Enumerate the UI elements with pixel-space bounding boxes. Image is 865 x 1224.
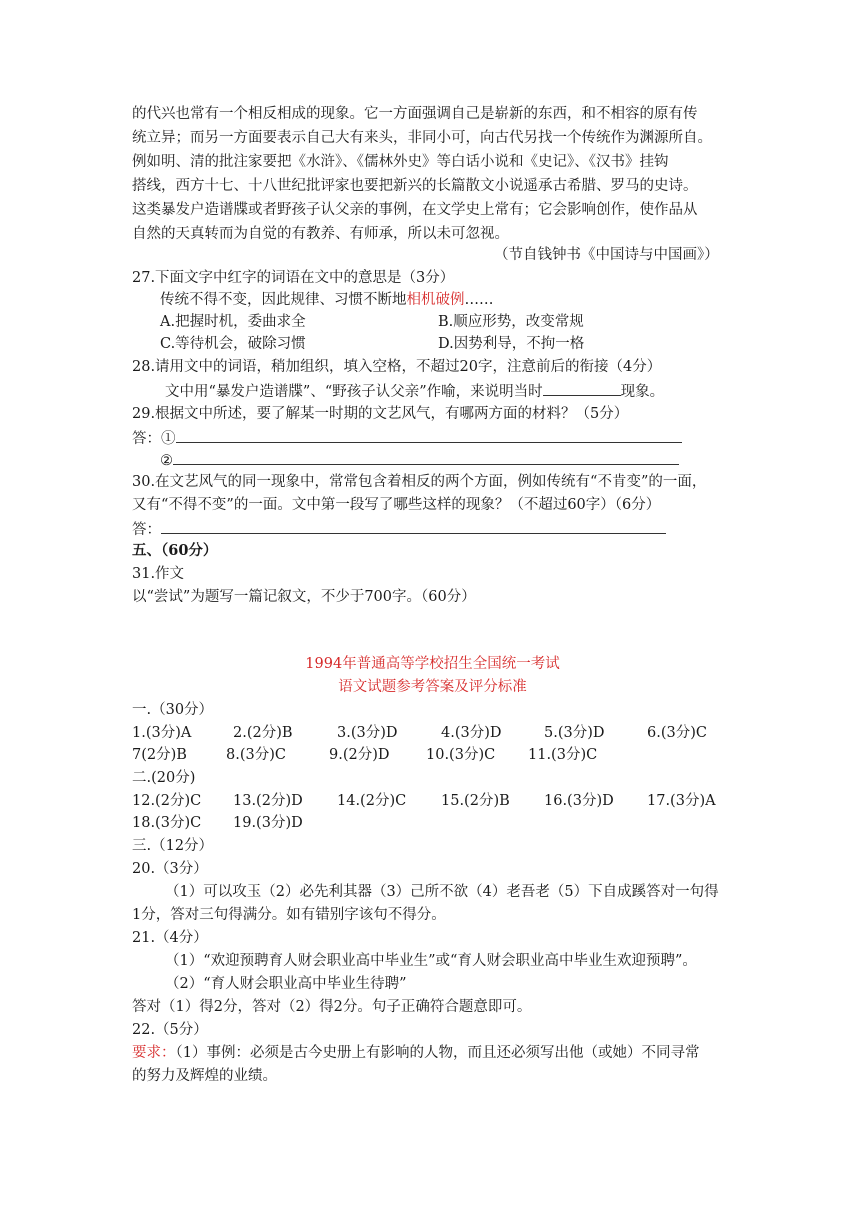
answers-row (132, 723, 732, 743)
answer-20-line: （1）可以攻玉（2）必先利其器（3）己所不欲（4）老吾老（5）下自成蹊答对一句得 (165, 884, 719, 900)
answer-item: 5.(3分)D (544, 725, 605, 741)
answers-section-3: 三.（12分） (132, 838, 214, 854)
q28-text-before: 文中用“暴发户造谱牒”、“野孩子认父亲”作喻，来说明当时 (165, 384, 543, 400)
answer-item: 6.(3分)C (647, 725, 707, 741)
answer-22-line (132, 1043, 699, 1063)
answer-item: 17.(3分)A (647, 793, 716, 809)
answer-item: 2.(2分)B (233, 725, 293, 741)
answer-22-text: （1）事例：必须是古今史册上有影响的人物，而且还必须写出他（或她）不同寻常 (175, 1045, 700, 1061)
answer-21-line: （2）“育人财会职业高中毕业生待聘” (165, 976, 407, 992)
q27-quote-highlight: 相机破例 (406, 292, 465, 308)
q31-prompt: 以“尝试”为题写一篇记叙文，不少于700字。（60分） (132, 589, 476, 605)
answer-item: 9.(2分)D (329, 747, 390, 763)
q27-quote-before: 传统不得不变，因此规律、习惯不断地 (160, 292, 407, 308)
q29-stem: 29.根据文中所述，要了解某一时期的文艺风气，有哪两方面的材料？（5分） (132, 406, 629, 422)
answer-item: 19.(3分)D (233, 815, 303, 831)
passage-line: 例如明、清的批注家要把《水浒》、《儒林外史》等白话小说和《史记》、《汉书》挂钩 (132, 154, 669, 170)
answer-21-title: 21.（4分） (132, 930, 208, 946)
answer-21-line: 答对（1）得2分，答对（2）得2分。句子正确符合题意即可。 (132, 999, 532, 1015)
answer-item: 15.(2分)B (441, 793, 510, 809)
q27-option-d: D.因势利导，不拘一格 (438, 336, 585, 352)
passage-line: 的代兴也常有一个相反相成的现象。它一方面强调自己是崭新的东西，和不相容的原有传 (132, 106, 698, 122)
q28-blank (543, 380, 621, 396)
answer-22-line: 的努力及辉煌的业绩。 (132, 1068, 277, 1084)
answer-item: 12.(2分)C (132, 793, 202, 809)
q28-text-after: 现象。 (620, 384, 665, 400)
answer-item: 10.(3分)C (426, 747, 496, 763)
q27-option-b: B.顺应形势，改变常规 (438, 314, 584, 330)
q28-fill (165, 380, 664, 402)
q29-answer-1 (132, 427, 682, 449)
q27-quote (160, 290, 494, 310)
q30-stem-line: 30.在文艺风气的同一现象中，常常包含着相反的两个方面，例如传统有“不肯变”的一面， (132, 474, 707, 490)
q27-stem: 27.下面文字中红字的词语在文中的意思是（3分） (132, 270, 455, 286)
answers-row (132, 813, 732, 833)
q29-answer2-label: ② (160, 453, 173, 469)
q29-answer-2 (160, 449, 679, 471)
answer-item: 8.(3分)C (226, 747, 286, 763)
answer-item: 14.(2分)C (337, 793, 407, 809)
q27-options-row (160, 334, 585, 354)
answer-22-title: 22.（5分） (132, 1022, 208, 1038)
q27-quote-after: …… (464, 292, 494, 308)
answers-section-1: 一.（30分） (132, 702, 214, 718)
answer-20-line: 1分，答对三句得满分。如有错别字该句不得分。 (132, 907, 446, 923)
answer-item: 3.(3分)D (337, 725, 398, 741)
answer-21-line: （1）“欢迎预聘育人财会职业高中毕业生”或“育人财会职业高中毕业生欢迎预聘”。 (165, 953, 697, 969)
passage-source: （节自钱钟书《中国诗与中国画》） (494, 247, 719, 263)
q27-options-row (160, 312, 584, 332)
answer-item: 1.(3分)A (132, 725, 192, 741)
q29-answer-label: 答：① (132, 431, 176, 447)
answer-item: 13.(2分)D (233, 793, 303, 809)
q28-stem: 28.请用文中的词语，稍加组织，填入空格，不超过20字，注意前后的衔接（4分） (132, 359, 662, 375)
answers-row (132, 791, 732, 811)
passage-line: 搭线，西方十七、十八世纪批评家也要把新兴的长篇散文小说遥承古希腊、罗马的史诗。 (132, 178, 698, 194)
answers-row (132, 745, 732, 765)
q30-answer-line (161, 518, 666, 534)
passage-line: 统立异；而另一方面要表示自己大有来头，非同小可，向古代另找一个传统作为渊源所自。 (132, 130, 712, 146)
q27-option-a: A.把握时机，委曲求全 (160, 314, 306, 330)
answer-22-requirement-label: 要求： (132, 1045, 176, 1061)
answer-item: 4.(3分)D (441, 725, 502, 741)
q27-option-c: C.等待机会，破除习惯 (160, 336, 306, 352)
answer-20-title: 20.（3分） (132, 861, 208, 877)
q31-stem: 31.作文 (132, 566, 185, 582)
answer-item: 16.(3分)D (544, 793, 614, 809)
answers-section-2: 二.(20分) (132, 770, 196, 786)
section-5-title: 五、（60分） (132, 542, 218, 559)
q29-answer-line (176, 427, 682, 443)
answer-item: 18.(3分)C (132, 815, 202, 831)
answer-item: 11.(3分)C (528, 747, 598, 763)
q30-answer (132, 518, 666, 540)
answers-title-2: 语文试题参考答案及评分标准 (338, 679, 527, 695)
passage-line: 这类暴发户造谱牒或者野孩子认父亲的事例，在文学史上常有；它会影响创作，使作品从 (132, 202, 698, 218)
answer-item: 7(2分)B (132, 747, 187, 763)
q30-answer-label: 答： (132, 522, 161, 538)
passage-line: 自然的天真转而为自觉的有教养、有师承，所以未可忽视。 (132, 226, 509, 242)
q30-stem-line: 又有“不得不变”的一面。文中第一段写了哪些这样的现象？（不超过60字）（6分） (132, 497, 661, 513)
answers-title-1: 1994年普通高等学校招生全国统一考试 (305, 656, 560, 672)
q29-answer2-line (173, 449, 679, 465)
